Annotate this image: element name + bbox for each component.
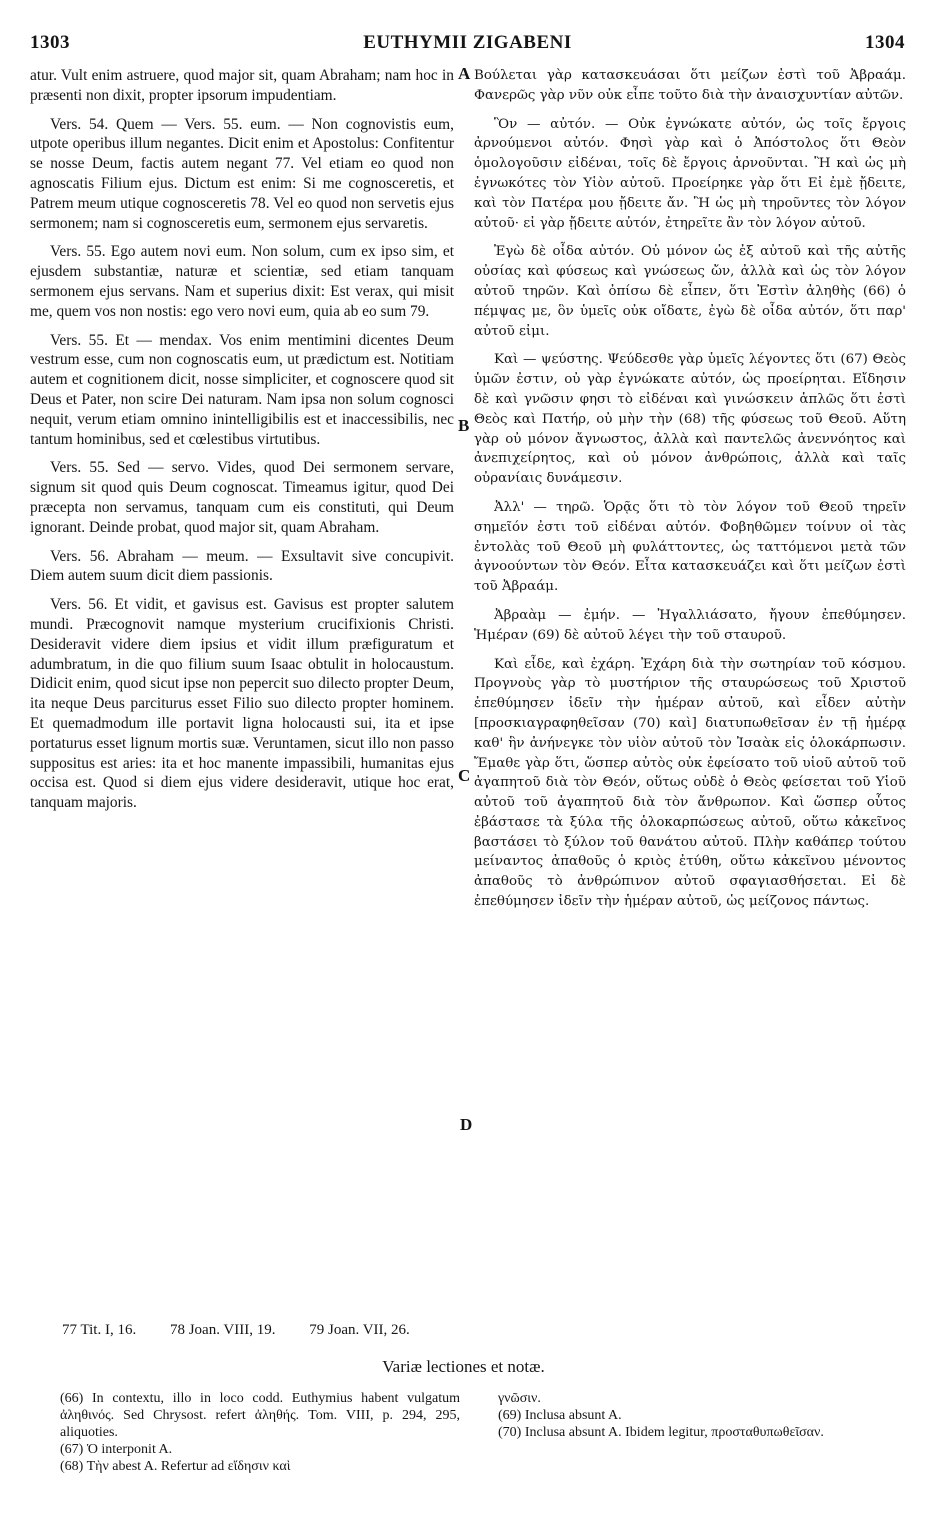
- variae-lectiones-heading: Variæ lectiones et notæ.: [382, 1357, 545, 1376]
- note: (66) In contextu, illo in loco codd. Euthymius habent vulgatum ἀληθινός. Sed Chrysost. refert ἀληθής. Tom. VIII, p. 294, 295, aliquoties.: [60, 1391, 460, 1440]
- greek-column: [474, 66, 906, 912]
- notes-left-column: [60, 1390, 460, 1475]
- latin-paragraph: Vers. 55. Ego autem novi eum. Non solum, cum ex ipso sim, et ejusdem substantiæ, naturæ et scientiæ, sed etiam tanquam sermonem ejus servans. Nam et superius dixit: Est verax, qui misit me, quem vos non nostis: ego vero novi eum, quia ab eo sum 79.: [30, 243, 454, 320]
- greek-paragraph: Ὃν — αὐτόν. — Οὐκ ἐγνώκατε αὐτόν, ὡς τοῖς ἔργοις ἀρνούμενοι αὐτόν. Φησὶ γὰρ καὶ ὁ Ἀπόστολος ὅτι Θεὸν ὁμολογοῦσιν εἰδέναι, τοῖς δὲ ἔργοις ἀρνοῦνται. Ἢ καὶ ὡς μὴ ἐγνωκότες τὸν Υἱὸν αὐτοῦ. Προείρηκε γὰρ ὅτι Εἰ ἐμὲ ᾔδειτε, καὶ τὸν Πατέρα μου ᾔδειτε ἄν. Ἢ ὡς μὴ τηροῦντες τὸν λόγον αὐτοῦ· εἰ γὰρ ᾔδειτε αὐτόν, ἐτηρεῖτε ἂν τὸν λόγον αὐτοῦ.: [474, 116, 906, 231]
- latin-paragraph: Vers. 56. Abraham — meum. — Exsultavit sive concupivit. Diem autem suum dicit diem passionis.: [30, 547, 454, 585]
- greek-paragraph: Ἐγὼ δὲ οἶδα αὐτόν. Οὐ μόνον ὡς ἐξ αὐτοῦ καὶ τῆς αὐτῆς οὐσίας καὶ φύσεως καὶ γνώσεως ὤν, ἀλλὰ καὶ ὡς τὸν λόγον αὐτοῦ τηρῶν. Καὶ ὀπίσω δὲ εἶπεν, ὅτι Ἐστὶν ἀληθὴς (66) ὁ πέμψας με, ὃν ὑμεῖς οὐκ οἴδατε, ἐγὼ δὲ οἶδα αὐτόν, ὅτι παρ' αὐτοῦ εἰμι.: [474, 244, 906, 339]
- note: (68) Τὴν abest A. Refertur ad εἴδησιν καὶ: [60, 1459, 291, 1474]
- notes-right-column: [498, 1390, 898, 1441]
- latin-paragraph: Vers. 54. Quem — Vers. 55. eum. — Non cognovistis eum, utpote operibus illum negantes. Dicit enim et Apostolus: Confitentur se nosse Deum, factis autem negant 77. Vel etiam eo quod non agnoscatis Filium ejus. Dictum est enim: Si me cognosceretis, et Patrem meum utique cognosceretis 78. Vel eo quod non servetis ejus sermonem; nam si cognosceretis eum, sermonem ejus servaretis.: [30, 115, 454, 232]
- footnote: 77 Tit. I, 16.: [62, 1322, 137, 1338]
- latin-column: [30, 66, 454, 813]
- note: (70) Inclusa absunt A. Ibidem legitur, προσταθυπωθεῖσαν.: [498, 1425, 824, 1440]
- greek-paragraph: Καὶ εἶδε, καὶ ἐχάρη. Ἐχάρη διὰ τὴν σωτηρίαν τοῦ κόσμου. Προγνοὺς γὰρ τὸ μυστήριον τῆς σταυρώσεως τοῦ Χριστοῦ ἐπεθύμησεν ἰδεῖν τὴν ἡμέραν αὐτοῦ, καὶ εἶδεν αὐτὴν [προσκιαγραφηθεῖσαν (70) καὶ] διατυπωθεῖσαν ἐν τῇ ἡμέρᾳ καθ' ἣν ἀνήνεγκε τὸν υἱὸν αὐτοῦ τὸν Ἰσαὰκ εἰς ὁλοκάρπωσιν. Ἔμαθε γὰρ ὅτι, ὥσπερ αὐτὸς οὐκ ἐφείσατο τοῦ υἱοῦ αὐτοῦ τοῦ ἀγαπητοῦ διὰ τὸν Θεόν, οὕτως οὐδὲ ὁ Θεὸς φείσεται τοῦ Υἱοῦ αὐτοῦ τοῦ ἀγαπητοῦ διὰ τὸν ἄνθρωπον. Καὶ ὥσπερ οὗτος ἐβάστασε τὰ ξύλα τῆς ὁλοκαρπώσεως αὐτοῦ, οὕτω κἀκεῖνος βαστάσει τὸ ξύλον τοῦ θανάτου αὐτοῦ. Πλὴν καθάπερ τούτου μείναντος ἀπαθοῦς ὁ κριὸς ἐτύθη, οὕτω κἀκεῖνου μένοντος ἀπαθοῦς τὸ ἀνθρώπινον αὐτοῦ σφαγιασθήσεται. Εἰ δὲ ἐπεθύμησεν ἰδεῖν τὴν ἡμέραν αὐτοῦ, ὡς μείζονος πάντως.: [474, 656, 906, 910]
- running-title: EUTHYMII ZIGABENI: [363, 32, 572, 53]
- note: (67) Ὁ interponit A.: [60, 1442, 173, 1457]
- greek-paragraph: Βούλεται γὰρ κατασκευάσαι ὅτι μείζων ἐστὶ τοῦ Ἀβραάμ. Φανερῶς γὰρ νῦν οὐκ εἶπε τοῦτο διὰ τὴν ἀναισχυντίαν αὐτῶν.: [474, 68, 906, 103]
- column-marker-d: D: [460, 1115, 473, 1134]
- latin-paragraph: Vers. 55. Sed — servo. Vides, quod Dei sermonem servare, signum sit quod quis Deum cognoscat. Timeamus igitur, quod Dei præcepta non servamus, tanquam cum eis constituti, qui Deum ignorant. Deinde probat, quod major sit, quam Abraham.: [30, 459, 454, 536]
- page-number-right: 1304: [865, 32, 905, 53]
- latin-paragraph: atur. Vult enim astruere, quod major sit, quam Abraham; nam hoc in præsenti non dixit, propter ipsorum impudentiam.: [30, 67, 454, 104]
- greek-paragraph: Ἀλλ' — τηρῶ. Ὁρᾷς ὅτι τὸ τὸν λόγον τοῦ Θεοῦ τηρεῖν σημεῖόν ἐστι τοῦ εἰδέναι αὐτόν. Φοβηθῶμεν τοίνυν οἱ τὰς ἐντολὰς τοῦ Θεοῦ μὴ φυλάττοντες, ὡς ταττόμενοι μετὰ τῶν ἀγνοούντων τὸν Θεόν. Εἶτα κατασκευάζει καὶ ὅτι μείζων ἐστὶ τοῦ Ἀβραάμ.: [474, 499, 906, 595]
- page-header: [30, 32, 905, 60]
- column-marker-c: C: [458, 766, 471, 785]
- greek-paragraph: Ἀβραὰμ — ἐμήν. — Ἠγαλλιάσατο, ἤγουν ἐπεθύμησεν. Ἡμέραν (69) δὲ αὐτοῦ λέγει τὴν τοῦ σταυροῦ.: [474, 607, 906, 643]
- column-marker-a: A: [458, 64, 471, 83]
- page-number-left: 1303: [30, 32, 70, 53]
- greek-paragraph: Καὶ — ψεύστης. Ψεύδεσθε γὰρ ὑμεῖς λέγοντες ὅτι (67) Θεὸς ὑμῶν ἐστιν, οὐ γὰρ ἐγνώκατε αὐτόν, ὡς προείρηται. Εἴδησιν δὲ καὶ γνῶσιν φησι τὸ εἰδέναι καὶ γινώσκειν ἁπλῶς ὅτι ἐστὶ Θεὸς καὶ Πατήρ, οὐ μὴν τὴν (68) τῆς φύσεως τοῦ Θεοῦ. Αὕτη γὰρ οὐ μόνον ἄγνωστος, ἀλλὰ καὶ παντελῶς ἀνεννόητος καὶ ἀνεπιχείρητος, καὶ οὐ μόνον ἀνθρώποις, ἀλλὰ καὶ ταῖς οὐρανίαις δυνάμεσιν.: [474, 352, 906, 487]
- footnotes: [62, 1322, 582, 1339]
- note: γνῶσιν.: [498, 1391, 541, 1406]
- column-marker-b: B: [458, 416, 470, 435]
- latin-paragraph: Vers. 55. Et — mendax. Vos enim mentimini dicentes Deum vestrum esse, cum non cognoscatis eum, ut prædictum est. Notitiam autem et cognitionem dicit, nosse simpliciter, et cognoscere quod sit Deus et Pater, non scire Dei naturam. Nam ipsa non solum cognosci nequit, verum etiam omnino inintelligibilis est et inaccessibilis, nec tantum hominibus, sed et cœlestibus virtutibus.: [30, 331, 454, 448]
- note: (69) Inclusa absunt A.: [498, 1408, 622, 1423]
- footnote: 79 Joan. VII, 26.: [309, 1322, 410, 1338]
- footnote: 78 Joan. VIII, 19.: [169, 1322, 276, 1338]
- latin-paragraph: Vers. 56. Et vidit, et gavisus est. Gavisus est propter salutem mundi. Præcognovit namque mysterium crucifixionis Christi. Desideravit videre diem ipsius et vidit illum præfiguratum et adumbratum, in die quo filium suum Isaac obtulit in holocaustum. Didicit enim, quod sicut ipse non pepercit suo dilecto propter Deum, ita neque Deus parciturus esset Filio suo dilecto propter hominem. Et quemadmodum ille portavit ligna holocausti sui, ita et ipse portaturus esset lignum mortis suæ. Veruntamen, sicut illo non passo suppositus est aries: ita et hoc manente impassibili, humanitas ejus occisa est. Quod si diem ejus videre desideravit, utique hoc erat, tanquam majoris.: [30, 596, 454, 812]
